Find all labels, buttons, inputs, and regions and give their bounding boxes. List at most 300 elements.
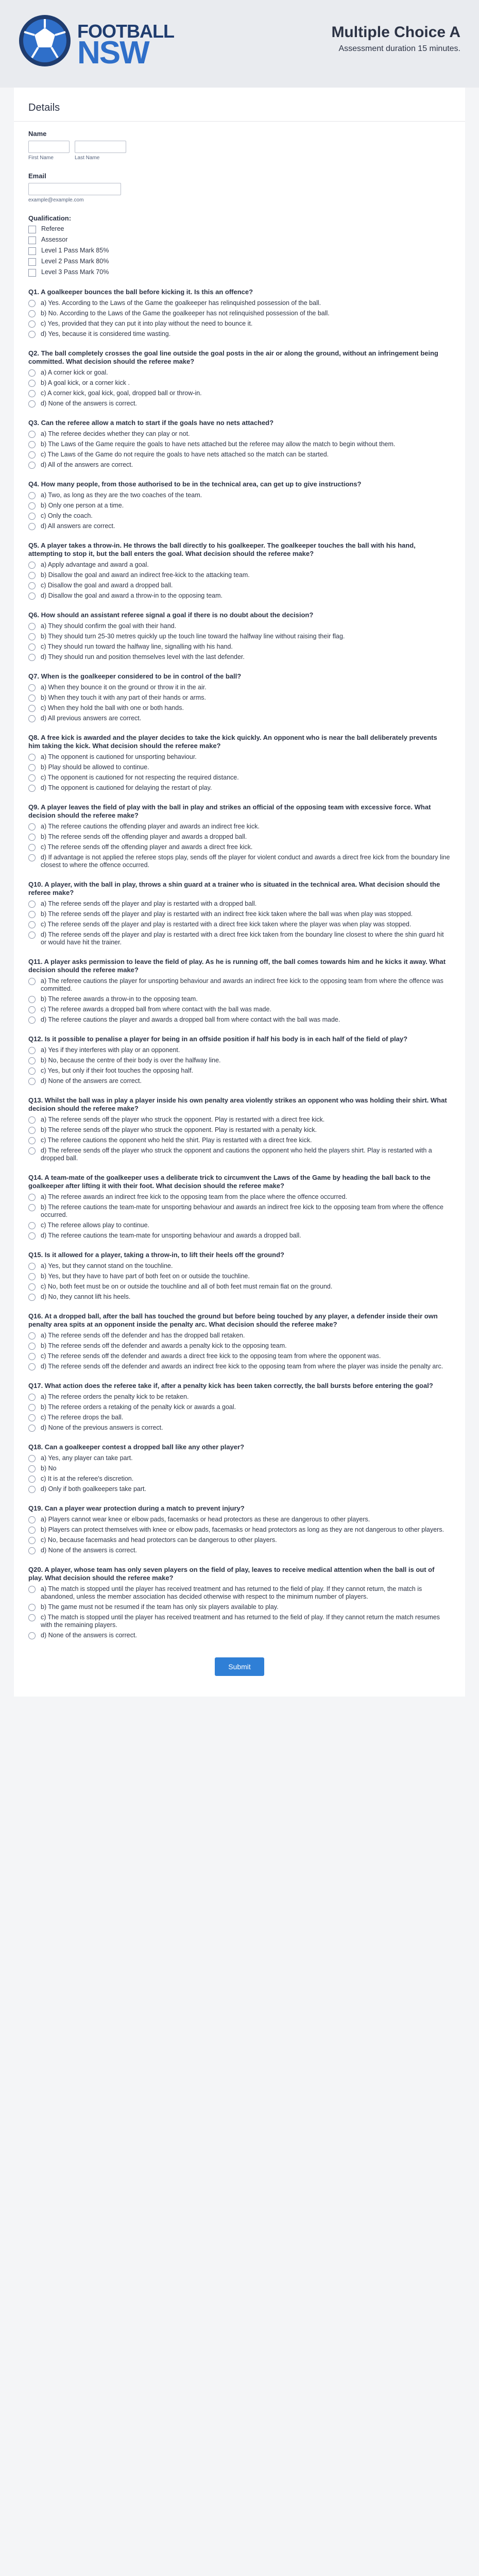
answer-option[interactable]	[28, 995, 451, 1003]
radio-button[interactable]	[28, 1527, 36, 1534]
answer-option[interactable]	[28, 1632, 451, 1639]
answer-option-label: c) The referee awards a dropped ball from where contact with the ball was made.	[41, 1006, 271, 1013]
question-block	[14, 880, 465, 946]
qualification-option-label: Level 2 Pass Mark 80%	[41, 258, 109, 265]
answer-option-label: b) The referee sends off the player and play is restarted with an indirect free kick taken where the ball was when play was stopped.	[41, 910, 413, 918]
question-text: Q16. At a dropped ball, after the ball has touched the ground but before being touched by any player, a defender inside their own penalty area spits at an opponent inside the penalty arc. What decision should the referee make?	[28, 1312, 438, 1328]
answer-option[interactable]	[28, 931, 451, 946]
answer-option-label: c) The referee drops the ball.	[41, 1414, 124, 1421]
answer-option-label: d) None of the answers is correct.	[41, 400, 137, 407]
answer-option-label: d) The referee sends off the player who struck the opponent and cautions the opponent who held the players shirt. Play is restarted with a dropped ball.	[41, 1147, 432, 1162]
question-block	[14, 611, 465, 661]
answer-option-label: a) The match is stopped until the player has received treatment and has returned to the field of play. If they cannot return, the match is abandoned, unless the member association has decided otherwise with respect to the minimum number of players.	[41, 1585, 422, 1600]
answer-option[interactable]	[28, 1526, 451, 1534]
radio-button[interactable]	[28, 1604, 36, 1611]
question-text: Q4. How many people, from those authorised to be in the technical area, can get up to give instructions?	[28, 480, 362, 488]
radio-button[interactable]	[28, 1116, 36, 1124]
question-text: Q5. A player takes a throw-in. He throws the ball directly to his goalkeeper. The goalkeeper touches the ball with his hand, attempting to stop it, but the ball enters the goal. What decision should the referee make?	[28, 541, 416, 557]
answer-option[interactable]	[28, 1293, 451, 1301]
question-text: Q3. Can the referee allow a match to start if the goals have no nets attached?	[28, 419, 274, 427]
qualification-option-label: Referee	[41, 225, 64, 232]
answer-option-label: a) Apply advantage and award a goal.	[41, 561, 149, 568]
radio-button[interactable]	[28, 844, 36, 851]
answer-option-label: c) Only the coach.	[41, 512, 93, 519]
question-text: Q2. The ball completely crosses the goal line outside the goal posts in the air or along the ground, without an infringement being committed. What decision should the referee make?	[28, 349, 438, 365]
question-list	[14, 288, 465, 1639]
question-text: Q17. What action does the referee take if, after a penalty kick has been taken correctly, the ball bursts before entering the goal?	[28, 1382, 433, 1389]
radio-button[interactable]	[28, 931, 36, 939]
answer-option-label: c) The opponent is cautioned for not respecting the required distance.	[41, 774, 239, 781]
radio-button[interactable]	[28, 320, 36, 328]
answer-option-label: d) Disallow the goal and award a throw-in to the opposing team.	[41, 592, 223, 599]
answer-option-label: d) All previous answers are correct.	[41, 715, 142, 722]
radio-button[interactable]	[28, 705, 36, 712]
answer-option-label: d) If advantage is not applied the referee stops play, sends off the player for violent conduct and awards a direct free kick from the boundary line closest to where the offence occurred.	[41, 854, 450, 869]
qualification-option[interactable]	[28, 236, 451, 244]
radio-button[interactable]	[28, 1057, 36, 1064]
answer-option[interactable]	[28, 1077, 451, 1085]
radio-button[interactable]	[28, 400, 36, 408]
answer-option[interactable]	[28, 582, 451, 589]
answer-option[interactable]	[28, 643, 451, 651]
answer-option[interactable]	[28, 1485, 451, 1493]
answer-option-label: c) The match is stopped until the player has received treatment and has returned to the field of play. If they cannot return the match resumes with the remaining players.	[41, 1614, 440, 1629]
answer-option[interactable]	[28, 774, 451, 782]
name-label: Name	[28, 130, 47, 138]
answer-option-label: d) None of the answers is correct.	[41, 1547, 137, 1554]
answer-option[interactable]	[28, 1016, 451, 1024]
answer-option-label: a) The referee sends off the player who struck the opponent. Play is restarted with a direct free kick.	[41, 1116, 325, 1123]
answer-option[interactable]	[28, 1283, 451, 1291]
answer-option[interactable]	[28, 1465, 451, 1472]
qualification-label: Qualification:	[28, 214, 72, 222]
answer-option-label: b) Disallow the goal and award an indirect free-kick to the attacking team.	[41, 571, 250, 579]
answer-option-label: d) The referee cautions the player and awards a dropped ball from where contact with the ball was made.	[41, 1016, 340, 1023]
radio-button[interactable]	[28, 1137, 36, 1144]
radio-button[interactable]	[28, 785, 36, 792]
radio-button[interactable]	[28, 492, 36, 499]
question-text: Q7. When is the goalkeeper considered to be in control of the ball?	[28, 672, 242, 680]
answer-option-label: a) Two, as long as they are the two coaches of the team.	[41, 492, 202, 499]
radio-button[interactable]	[28, 1547, 36, 1554]
qualification-option[interactable]	[28, 268, 451, 277]
question-text: Q19. Can a player wear protection during a match to prevent injury?	[28, 1504, 245, 1512]
radio-button[interactable]	[28, 901, 36, 908]
checkbox[interactable]	[28, 269, 36, 277]
answer-option-label: a) The referee sends off the player and play is restarted with a dropped ball.	[41, 900, 257, 907]
qualification-option-label: Level 1 Pass Mark 85%	[41, 247, 109, 254]
answer-option[interactable]	[28, 430, 451, 438]
answer-option[interactable]	[28, 1547, 451, 1554]
answer-option-label: b) The Laws of the Game require the goals to have nets attached but the referee may allow the match to begin without them.	[41, 440, 396, 448]
form-subtitle: Assessment duration 15 minutes.	[338, 44, 460, 53]
answer-option-label: a) A corner kick or goal.	[41, 369, 108, 376]
answer-option-label: b) The referee orders a retaking of the penalty kick or awards a goal.	[41, 1403, 236, 1411]
answer-option-label: a) They should confirm the goal with their hand.	[41, 622, 177, 630]
question-block	[14, 672, 465, 722]
answer-option[interactable]	[28, 633, 451, 640]
answer-option[interactable]	[28, 1137, 451, 1144]
answer-option-label: a) The referee awards an indirect free kick to the opposing team from the place where the offence occurred.	[41, 1193, 348, 1200]
radio-button[interactable]	[28, 331, 36, 338]
radio-button[interactable]	[28, 1067, 36, 1075]
checkbox[interactable]	[28, 236, 36, 244]
answer-option-label: b) No	[41, 1465, 57, 1472]
answer-option[interactable]	[28, 900, 451, 908]
answer-option-label: c) The referee allows play to continue.	[41, 1222, 149, 1229]
answer-option[interactable]	[28, 400, 451, 408]
last-name-sublabel: Last Name	[75, 155, 100, 161]
answer-option[interactable]	[28, 1363, 451, 1370]
answer-option[interactable]	[28, 910, 451, 918]
radio-button[interactable]	[28, 1332, 36, 1340]
radio-button[interactable]	[28, 764, 36, 771]
answer-option[interactable]	[28, 310, 451, 317]
radio-button[interactable]	[28, 643, 36, 651]
question-text: Q9. A player leaves the field of play with the ball in play and strikes an official of the opposing team with excessive force. What decision should the referee make?	[28, 803, 431, 819]
question-block	[14, 1312, 465, 1370]
radio-button[interactable]	[28, 1353, 36, 1360]
radio-button[interactable]	[28, 582, 36, 589]
answer-option[interactable]	[28, 1332, 451, 1340]
answer-option[interactable]	[28, 1222, 451, 1229]
answer-option-label: c) Yes, but only if their foot touches the opposing half.	[41, 1067, 194, 1074]
answer-option[interactable]	[28, 1516, 451, 1523]
answer-option[interactable]	[28, 1193, 451, 1201]
answer-option[interactable]	[28, 1342, 451, 1350]
answer-option-label: c) The referee cautions the opponent who held the shirt. Play is restarted with a direct free kick.	[41, 1137, 312, 1144]
answer-option[interactable]	[28, 1403, 451, 1411]
answer-option[interactable]	[28, 330, 451, 338]
answer-option[interactable]	[28, 843, 451, 851]
answer-option[interactable]	[28, 1424, 451, 1432]
radio-button[interactable]	[28, 441, 36, 448]
answer-option[interactable]	[28, 1204, 451, 1219]
radio-button[interactable]	[28, 1232, 36, 1240]
radio-button[interactable]	[28, 774, 36, 782]
question-block	[14, 288, 465, 338]
first-name-sublabel: First Name	[28, 155, 54, 161]
answer-option[interactable]	[28, 461, 451, 469]
radio-button[interactable]	[28, 1016, 36, 1024]
answer-option-label: a) Yes. According to the Laws of the Game the goalkeeper has relinquished possession of the ball.	[41, 299, 321, 307]
radio-button[interactable]	[28, 911, 36, 918]
answer-option-label: a) The referee sends off the defender and has the dropped ball retaken.	[41, 1332, 245, 1339]
radio-button[interactable]	[28, 502, 36, 510]
question-block	[14, 958, 465, 1024]
form-body	[14, 88, 465, 1697]
radio-button[interactable]	[28, 1222, 36, 1229]
answer-option-label: a) Yes, any player can take part.	[41, 1454, 133, 1462]
radio-button[interactable]	[28, 684, 36, 691]
answer-option-label: d) None of the previous answers is correct.	[41, 1424, 163, 1431]
answer-option[interactable]	[28, 715, 451, 722]
answer-option[interactable]	[28, 1536, 451, 1544]
question-block	[14, 1504, 465, 1554]
radio-button[interactable]	[28, 300, 36, 307]
radio-button[interactable]	[28, 451, 36, 459]
answer-option-label: a) The opponent is cautioned for unsporting behaviour.	[41, 753, 197, 760]
answer-option-label: a) Yes if they interferes with play or an opponent.	[41, 1046, 180, 1054]
answer-option[interactable]	[28, 1454, 451, 1462]
radio-button[interactable]	[28, 1343, 36, 1350]
question-block	[14, 1251, 465, 1301]
radio-button[interactable]	[28, 1586, 36, 1593]
answer-option-label: d) The opponent is cautioned for delaying the restart of play.	[41, 784, 212, 791]
qualification-checkbox-group	[28, 225, 451, 277]
radio-button[interactable]	[28, 1204, 36, 1211]
answer-option[interactable]	[28, 1067, 451, 1075]
qualification-option[interactable]	[28, 258, 451, 266]
qualification-option[interactable]	[28, 225, 451, 233]
answer-option-label: b) Play should be allowed to continue.	[41, 764, 149, 771]
question-block	[14, 1035, 465, 1085]
radio-button[interactable]	[28, 1263, 36, 1270]
radio-button[interactable]	[28, 572, 36, 579]
radio-button[interactable]	[28, 1283, 36, 1291]
answer-option[interactable]	[28, 653, 451, 661]
radio-button[interactable]	[28, 1476, 36, 1483]
radio-button[interactable]	[28, 1614, 36, 1621]
answer-option[interactable]	[28, 1585, 451, 1601]
answer-option[interactable]	[28, 389, 451, 397]
answer-option[interactable]	[28, 1393, 451, 1401]
first-name-input[interactable]	[28, 141, 70, 153]
radio-button[interactable]	[28, 623, 36, 630]
answer-option-label: c) Disallow the goal and award a dropped ball.	[41, 582, 173, 589]
answer-option-label: b) The referee awards a throw-in to the opposing team.	[41, 995, 198, 1003]
answer-option[interactable]	[28, 1614, 451, 1629]
answer-option[interactable]	[28, 1262, 451, 1270]
answer-option[interactable]	[28, 512, 451, 520]
answer-option-label: c) No, both feet must be on or outside the touchline and all of both feet must remain flat on the ground.	[41, 1283, 333, 1290]
answer-option[interactable]	[28, 492, 451, 499]
email-label: Email	[28, 172, 46, 180]
answer-option[interactable]	[28, 684, 451, 691]
answer-option-label: d) All of the answers are correct.	[41, 461, 133, 468]
answer-option[interactable]	[28, 522, 451, 530]
radio-button[interactable]	[28, 1194, 36, 1201]
answer-option[interactable]	[28, 379, 451, 387]
question-text: Q15. Is it allowed for a player, taking a throw-in, to lift their heels off the ground?	[28, 1251, 284, 1259]
answer-option[interactable]	[28, 977, 451, 993]
question-text: Q11. A player asks permission to leave the field of play. As he is running off, the ball comes towards him and he kicks it away. What decision should the referee make?	[28, 958, 446, 974]
answer-option[interactable]	[28, 1116, 451, 1124]
answer-option-label: c) When they hold the ball with one or both hands.	[41, 704, 184, 711]
answer-option[interactable]	[28, 704, 451, 712]
answer-option[interactable]	[28, 1603, 451, 1611]
football-nsw-logo	[16, 12, 174, 71]
radio-button[interactable]	[28, 633, 36, 640]
answer-option[interactable]	[28, 451, 451, 459]
answer-option[interactable]	[28, 502, 451, 510]
answer-option[interactable]	[28, 1126, 451, 1134]
email-input[interactable]	[28, 183, 121, 195]
radio-button[interactable]	[28, 1425, 36, 1432]
question-text: Q8. A free kick is awarded and the player decides to take the kick quickly. An opponent who is near the ball deliberately prevents him taking the kick. What decision should the referee make?	[28, 734, 437, 750]
question-block	[14, 480, 465, 530]
answer-option[interactable]	[28, 1414, 451, 1421]
answer-option[interactable]	[28, 571, 451, 579]
answer-option-label: a) When they bounce it on the ground or throw it in the air.	[41, 684, 207, 691]
answer-option-label: d) The referee sends off the defender and awards an indirect free kick to the opposing team from where the player was inside the penalty arc.	[41, 1363, 443, 1370]
answer-option-label: b) The referee sends off the defender and awards a penalty kick to the opposing team.	[41, 1342, 287, 1349]
radio-button[interactable]	[28, 431, 36, 438]
radio-button[interactable]	[28, 978, 36, 985]
answer-option-label: d) None of the answers are correct.	[41, 1077, 142, 1084]
brand-line-2: NSW	[77, 35, 149, 71]
radio-button[interactable]	[28, 1294, 36, 1301]
answer-option-label: d) They should run and position themselves level with the last defender.	[41, 653, 245, 660]
answer-option[interactable]	[28, 764, 451, 771]
answer-option[interactable]	[28, 1232, 451, 1240]
radio-button[interactable]	[28, 462, 36, 469]
answer-option[interactable]	[28, 1147, 451, 1162]
answer-option-label: d) Yes, because it is considered time wasting.	[41, 330, 171, 337]
answer-option[interactable]	[28, 753, 451, 761]
answer-option[interactable]	[28, 561, 451, 569]
radio-button[interactable]	[28, 1404, 36, 1411]
answer-option-label: c) It is at the referee's discretion.	[41, 1475, 134, 1482]
radio-button[interactable]	[28, 996, 36, 1003]
form-title: Multiple Choice A	[331, 24, 460, 41]
brand-line-1: FOOTBALL	[77, 21, 174, 42]
answer-option-label: b) Only one person at a time.	[41, 502, 124, 509]
answer-option-label: b) The game must not be resumed if the team has only six players available to play.	[41, 1603, 279, 1611]
answer-option-label: c) A corner kick, goal kick, goal, dropped ball or throw-in.	[41, 389, 202, 397]
radio-button[interactable]	[28, 1455, 36, 1462]
radio-button[interactable]	[28, 1632, 36, 1639]
answer-option[interactable]	[28, 854, 451, 869]
radio-button[interactable]	[28, 523, 36, 530]
radio-button[interactable]	[28, 921, 36, 928]
radio-button[interactable]	[28, 369, 36, 377]
answer-option[interactable]	[28, 592, 451, 600]
radio-button[interactable]	[28, 1486, 36, 1493]
radio-button[interactable]	[28, 1006, 36, 1013]
radio-button[interactable]	[28, 592, 36, 600]
football-icon	[16, 12, 73, 69]
qualification-option[interactable]	[28, 247, 451, 255]
answer-option[interactable]	[28, 784, 451, 792]
question-text: Q13. Whilst the ball was in play a player inside his own penalty area violently strikes an opponent who was holding their shirt. What decision should the referee make?	[28, 1096, 447, 1112]
answer-option-label: a) The referee decides whether they can play or not.	[41, 430, 190, 437]
answer-option[interactable]	[28, 320, 451, 328]
checkbox[interactable]	[28, 258, 36, 266]
answer-option-label: c) No, because facemasks and head protectors can be dangerous to other players.	[41, 1536, 277, 1544]
answer-option[interactable]	[28, 1046, 451, 1054]
answer-option-label: b) Players can protect themselves with knee or elbow pads, facemasks or head protectors as long as they are not dangerous to other players.	[41, 1526, 444, 1533]
radio-button[interactable]	[28, 310, 36, 317]
answer-option-label: d) The referee cautions the team-mate for unsporting behaviour and awards a dropped ball.	[41, 1232, 301, 1239]
checkbox[interactable]	[28, 226, 36, 233]
qualification-option-label: Level 3 Pass Mark 70%	[41, 268, 109, 276]
answer-option[interactable]	[28, 1057, 451, 1064]
question-block	[14, 1096, 465, 1162]
answer-option[interactable]	[28, 823, 451, 831]
answer-option-label: c) The Laws of the Game do not require the goals to have nets attached so the match can be started.	[41, 451, 329, 458]
answer-option[interactable]	[28, 622, 451, 630]
answer-option[interactable]	[28, 1352, 451, 1360]
question-text: Q6. How should an assistant referee signal a goal if there is no doubt about the decision?	[28, 611, 314, 619]
answer-option[interactable]	[28, 299, 451, 307]
radio-button[interactable]	[28, 513, 36, 520]
question-text: Q10. A player, with the ball in play, throws a shin guard at a trainer who is situated in the technical area. What decision should the referee make?	[28, 880, 440, 896]
question-text: Q12. Is it possible to penalise a player for being in an offside position if half his body is in each half of the field of play?	[28, 1035, 408, 1043]
answer-option[interactable]	[28, 921, 451, 928]
checkbox[interactable]	[28, 247, 36, 255]
answer-option-label: a) Yes, but they cannot stand on the touchline.	[41, 1262, 173, 1269]
radio-button[interactable]	[28, 1465, 36, 1472]
answer-option[interactable]	[28, 369, 451, 377]
name-field	[14, 130, 465, 277]
answer-option[interactable]	[28, 833, 451, 841]
answer-option-label: b) No. According to the Laws of the Game the goalkeeper has not relinquished possession of the ball.	[41, 310, 330, 317]
qualification-option-label: Assessor	[41, 236, 68, 243]
answer-option-label: b) A goal kick, or a corner kick .	[41, 379, 130, 386]
answer-option[interactable]	[28, 1273, 451, 1280]
radio-button[interactable]	[28, 1516, 36, 1523]
radio-button[interactable]	[28, 1394, 36, 1401]
radio-button[interactable]	[28, 1363, 36, 1370]
answer-option-label: a) The referee cautions the offending player and awards an indirect free kick.	[41, 823, 260, 830]
answer-option-label: d) The referee sends off the player and play is restarted with a direct free kick taken from the boundary line closest to where the shin guard hit or would have hit the trainer.	[41, 931, 444, 946]
radio-button[interactable]	[28, 562, 36, 569]
answer-option[interactable]	[28, 440, 451, 448]
last-name-input[interactable]	[75, 141, 126, 153]
answer-option-label: d) No, they cannot lift his heels.	[41, 1293, 131, 1300]
question-block	[14, 734, 465, 792]
question-block	[14, 1382, 465, 1432]
question-text: Q20. A player, whose team has only seven players on the field of play, leaves to receive medical attention when the ball is out of play. What decision should the referee make?	[28, 1566, 435, 1582]
radio-button[interactable]	[28, 854, 36, 861]
answer-option-label: b) When they touch it with any part of their hands or arms.	[41, 694, 206, 701]
details-heading: Details	[14, 94, 465, 122]
radio-button[interactable]	[28, 1414, 36, 1421]
answer-option-label: a) The referee orders the penalty kick to be retaken.	[41, 1393, 189, 1400]
submit-button[interactable]: Submit	[215, 1657, 264, 1676]
radio-button[interactable]	[28, 1537, 36, 1544]
answer-option-label: b) The referee sends off the player who struck the opponent. Play is restarted with a penalty kick.	[41, 1126, 317, 1133]
answer-option[interactable]	[28, 1475, 451, 1483]
radio-button[interactable]	[28, 1078, 36, 1085]
radio-button[interactable]	[28, 654, 36, 661]
radio-button[interactable]	[28, 754, 36, 761]
question-text: Q14. A team-mate of the goalkeeper uses a deliberate trick to circumvent the Laws of the Game by heading the ball back to the goalkeeper after lifting it with their foot. What decision should the referee make?	[28, 1174, 431, 1190]
question-block	[14, 1443, 465, 1493]
radio-button[interactable]	[28, 390, 36, 397]
answer-option[interactable]	[28, 1006, 451, 1013]
question-block	[14, 803, 465, 869]
radio-button[interactable]	[28, 1147, 36, 1155]
radio-button[interactable]	[28, 1127, 36, 1134]
radio-button[interactable]	[28, 380, 36, 387]
answer-option-label: c) They should run toward the halfway line, signalling with his hand.	[41, 643, 233, 650]
radio-button[interactable]	[28, 694, 36, 702]
answer-option[interactable]	[28, 694, 451, 702]
answer-option-label: d) None of the answers is correct.	[41, 1632, 137, 1639]
radio-button[interactable]	[28, 1273, 36, 1280]
radio-button[interactable]	[28, 1047, 36, 1054]
answer-option-label: c) The referee sends off the player and play is restarted with a direct free kick taken where the player was when play was stopped.	[41, 921, 412, 928]
radio-button[interactable]	[28, 823, 36, 831]
radio-button[interactable]	[28, 715, 36, 722]
question-block	[14, 1174, 465, 1240]
question-block	[14, 541, 465, 600]
email-sublabel: example@example.com	[28, 197, 84, 203]
radio-button[interactable]	[28, 834, 36, 841]
answer-option-label: a) Players cannot wear knee or elbow pads, facemasks or head protectors as these are dangerous to other players.	[41, 1516, 370, 1523]
